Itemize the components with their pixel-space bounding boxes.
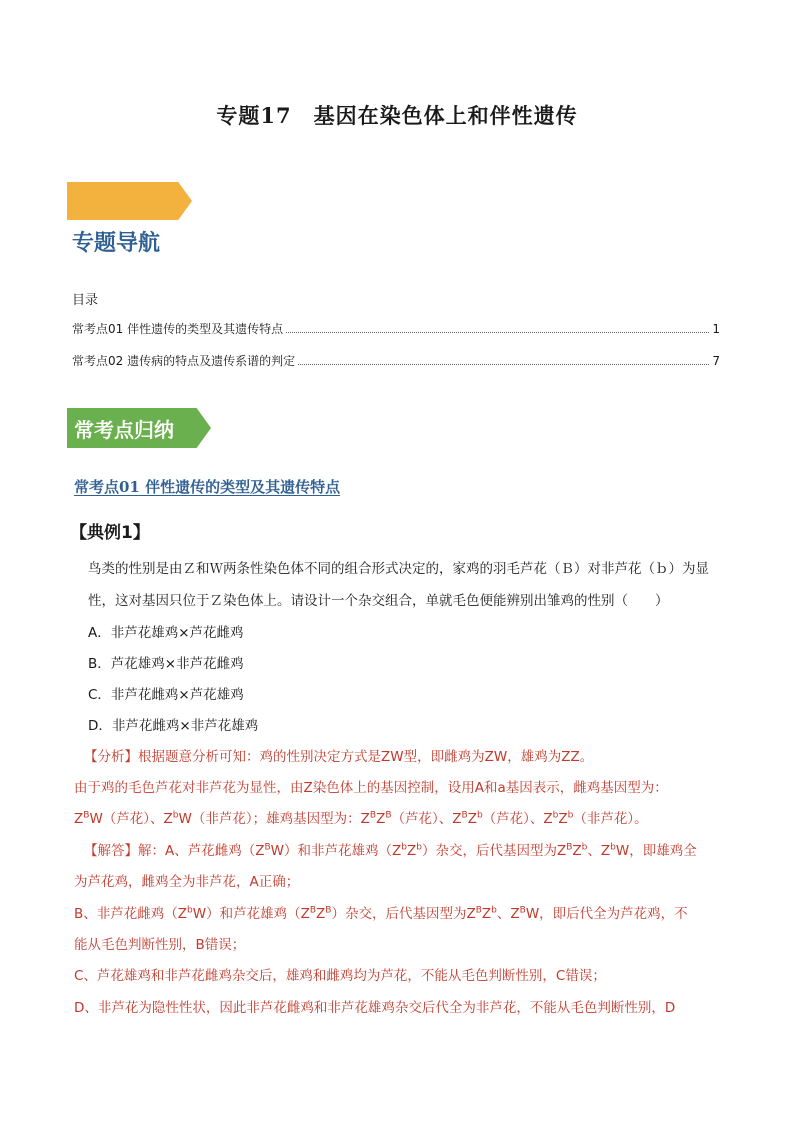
- answer-seg: W）和芦花雄鸡（Z: [192, 906, 310, 922]
- answer-seg: 、Z: [496, 906, 520, 922]
- question-line-1: 鸟类的性别是由Ｚ和Ｗ两条性染色体不同的组合形式决定的，家鸡的羽毛芦花（Ｂ）对非芦花（ｂ）为显: [88, 561, 709, 577]
- gene-b: b: [187, 905, 193, 916]
- gene-Z: Z: [467, 811, 477, 827]
- answer-seg: 、Z: [587, 843, 611, 859]
- gene-B: B: [83, 810, 90, 821]
- toc-leader-dots: [286, 332, 709, 333]
- answer-seg: W，即后代全为芦花鸡，不: [525, 906, 688, 922]
- gene-b: b: [581, 842, 588, 853]
- answer-tag: 【解答】: [84, 843, 138, 859]
- answer-seg: ）杂交，后代基因型为Z: [331, 906, 476, 922]
- toc-entry-2[interactable]: [72, 352, 720, 369]
- analysis-text: 根据题意分析可知：鸡的性别决定方式是ZW型，即雌鸡为ZW，雄鸡为ZZ。: [138, 749, 594, 765]
- toc-leader-dots: [298, 364, 709, 365]
- gene-B: B: [369, 810, 377, 821]
- gene-b: b: [401, 842, 407, 853]
- gene-Z: Z: [481, 906, 492, 922]
- nav-heading: 专题导航: [72, 230, 161, 256]
- gene-b: b: [172, 810, 179, 821]
- gene-b: b: [552, 810, 559, 821]
- option-b: B．芦花雄鸡×非芦花雌鸡: [88, 656, 244, 672]
- gene-b: b: [610, 842, 616, 853]
- toc-entry-1[interactable]: [72, 320, 720, 337]
- gene-b: b: [476, 810, 483, 821]
- analysis-seg: W（非芦花）；雄鸡基因型为：Z: [178, 811, 370, 827]
- gene-b: b: [567, 810, 574, 821]
- section-banner-decoration: [67, 182, 192, 220]
- example-label: 【典例1】: [70, 523, 150, 543]
- gene-B: B: [385, 810, 392, 821]
- answer-seg: W）和非芦花雄鸡（Z: [270, 843, 402, 859]
- analysis-tag: 【分析】: [84, 749, 138, 765]
- analysis-seg: （芦花）、Z: [391, 811, 462, 827]
- answer-line-2: 为芦花鸡，雌鸡全为非芦花，A正确；: [74, 874, 300, 890]
- toc-entry-text: 常考点01 伴性遗传的类型及其遗传特点: [72, 322, 284, 336]
- gene-B: B: [461, 810, 468, 821]
- gene-B: B: [309, 905, 317, 916]
- toc-entry-page: 7: [712, 354, 720, 368]
- gene-Z: Z: [74, 811, 84, 827]
- gene-Z: Z: [572, 843, 582, 859]
- answer-line-6: D、非芦花为隐性性状，因此非芦花雌鸡和非芦花雄鸡杂交后代全为非芦花，不能从毛色判断性别，D: [74, 1000, 676, 1016]
- toc-entry-text: 常考点02 遗传病的特点及遗传系谱的判定: [72, 354, 296, 368]
- gene-b: b: [416, 842, 422, 853]
- toc-entry-page: 1: [712, 322, 720, 336]
- section-title: 常考点01 伴性遗传的类型及其遗传特点: [74, 478, 341, 496]
- answer-seg: W，即雄鸡全: [615, 843, 697, 859]
- gene-Z: Z: [407, 843, 417, 859]
- section-banner-text: 常考点归纳: [74, 418, 174, 442]
- answer-line-3: [74, 902, 688, 922]
- gene-Z: Z: [376, 811, 386, 827]
- analysis-seg: W（芦花）、Z: [89, 811, 173, 827]
- answer-seg: ）杂交，后代基因型为Z: [421, 843, 567, 859]
- answer-line-1: [84, 839, 697, 859]
- analysis-line-1: [84, 745, 593, 765]
- gene-B: B: [325, 905, 332, 916]
- gene-B: B: [519, 905, 526, 916]
- analysis-seg: （非芦花）。: [573, 811, 648, 827]
- option-a: A．非芦花雄鸡×芦花雌鸡: [88, 625, 244, 641]
- analysis-line-3: [74, 807, 648, 827]
- answer-line-4: 能从毛色判断性别，B错误；: [74, 937, 246, 953]
- option-c: C．非芦花雌鸡×芦花雄鸡: [88, 687, 244, 703]
- toc-label: 目录: [72, 293, 99, 308]
- gene-B: B: [475, 905, 482, 916]
- answer-seg: B、非芦花雌鸡（Z: [74, 906, 188, 922]
- gene-B: B: [566, 842, 573, 853]
- gene-b: b: [491, 905, 497, 916]
- analysis-seg: （芦花）、Z: [482, 811, 553, 827]
- page-title: 专题17 基因在染色体上和伴性遗传: [216, 103, 578, 128]
- answer-line-5: C、芦花雄鸡和非芦花雌鸡杂交后，雄鸡和雌鸡均为芦花，不能从毛色判断性别，C错误；: [74, 968, 606, 984]
- answer-seg: 解：A、芦花雌鸡（Z: [138, 843, 265, 859]
- option-d: D．非芦花雌鸡×非芦花雄鸡: [88, 718, 259, 734]
- gene-Z: Z: [316, 906, 326, 922]
- gene-Z: Z: [558, 811, 568, 827]
- gene-B: B: [264, 842, 271, 853]
- analysis-line-2: 由于鸡的毛色芦花对非芦花为显性，由Z染色体上的基因控制，设用A和a基因表示，雌鸡基因型为：: [74, 780, 668, 796]
- question-line-2: 性，这对基因只位于Ｚ染色体上。请设计一个杂交组合，单就毛色便能辨别出雏鸡的性别（ ）: [88, 593, 669, 609]
